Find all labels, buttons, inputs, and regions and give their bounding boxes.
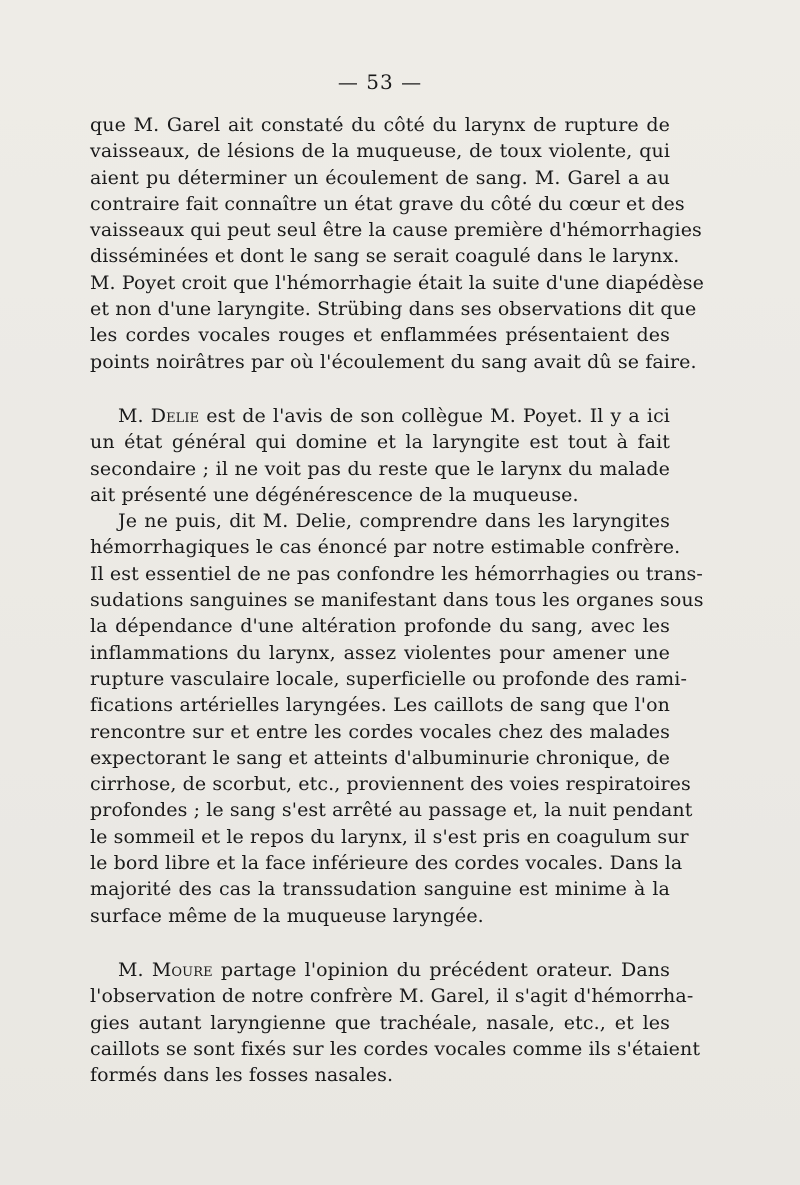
text-line: vaisseaux, de lésions de la muqueuse, de toux violente, qui (90, 140, 670, 163)
text-line: un état général qui domine et la laryngite est tout à fait (90, 431, 670, 454)
text-line: Je ne puis, dit M. Delie, comprendre dans les laryngites (118, 510, 670, 533)
paragraph (90, 112, 704, 375)
text-line: inflammations du larynx, assez violentes pour amener une (90, 641, 670, 664)
text-line (90, 403, 670, 429)
text-line: l'observation de notre confrère M. Garel, il s'agit d'hémorrha- (90, 985, 694, 1008)
text-line: majorité des cas la transsudation sanguine est minime à la (90, 878, 670, 901)
text-line: sudations sanguines se manifestant dans tous les organes sous (90, 589, 704, 612)
paragraph-gap (90, 929, 670, 957)
text-line: que M. Garel ait constaté du côté du larynx de rupture de (90, 114, 670, 136)
text-line: M. Poyet croit que l'hémorrhagie était la suite d'une diapédèse (90, 271, 704, 294)
text-line: profondes ; le sang s'est arrêté au passage et, la nuit pendant (90, 799, 693, 822)
paragraph (90, 957, 701, 1088)
text-line: vaisseaux qui peut seul être la cause première d'hémorrhagies (90, 219, 702, 242)
text-line: et non d'une laryngite. Strübing dans ses observations dit que (90, 298, 697, 321)
text-line: surface même de la muqueuse laryngée. (90, 904, 484, 927)
speaker-name: Delie (150, 404, 200, 427)
text-line: ait présenté une dégénérescence de la muqueuse. (90, 483, 579, 506)
text-line (90, 957, 670, 983)
text-line: caillots se sont fixés sur les cordes vocales comme ils s'étaient (90, 1037, 701, 1060)
page-number: — 53 — (337, 70, 423, 94)
paragraph (90, 403, 670, 508)
prefix: M. (118, 958, 152, 981)
paragraph-gap (90, 375, 670, 403)
text-fragment: est de l'avis de son collègue M. Poyet. Il y a ici (199, 404, 670, 427)
text-line: fications artérielles laryngées. Les caillots de sang que l'on (90, 694, 670, 717)
text-line: formés dans les fosses nasales. (90, 1064, 394, 1087)
text-line: le bord libre et la face inférieure des cordes vocales. Dans la (90, 852, 683, 875)
text-line: gies autant laryngienne que trachéale, nasale, etc., et les (90, 1011, 670, 1034)
text-line: disséminées et dont le sang se serait coagulé dans le larynx. (90, 245, 680, 268)
text-line: expectorant le sang et atteints d'albuminurie chronique, de (90, 746, 670, 769)
prefix: M. (118, 404, 151, 427)
text-line: hémorrhagiques le cas énoncé par notre estimable confrère. (90, 536, 681, 559)
text-line: contraire fait connaître un état grave du côté du cœur et des (90, 192, 685, 215)
text-fragment: partage l'opinion du précédent orateur. Dans (212, 958, 670, 981)
text-line: la dépendance d'une altération profonde du sang, avec les (90, 615, 670, 638)
page-body (90, 112, 704, 1088)
text-line: rupture vasculaire locale, superficielle ou profonde des rami- (90, 667, 687, 690)
text-line: aient pu déterminer un écoulement de sang. M. Garel a au (90, 166, 670, 189)
speaker-name: Moure (151, 958, 213, 981)
text-line: les cordes vocales rouges et enflammées présentaient des (90, 324, 670, 347)
text-line: le sommeil et le repos du larynx, il s'est pris en coagulum sur (90, 825, 689, 848)
text-line: Il est essentiel de ne pas confondre les hémorrhagies ou trans- (90, 562, 703, 585)
text-line: rencontre sur et entre les cordes vocales chez des malades (90, 720, 670, 743)
text-line: points noirâtres par où l'écoulement du sang avait dû se faire. (90, 350, 697, 373)
paragraph (90, 508, 704, 929)
text-line: cirrhose, de scorbut, etc., proviennent des voies respiratoires (90, 773, 691, 796)
text-line: secondaire ; il ne voit pas du reste que le larynx du malade (90, 457, 670, 480)
